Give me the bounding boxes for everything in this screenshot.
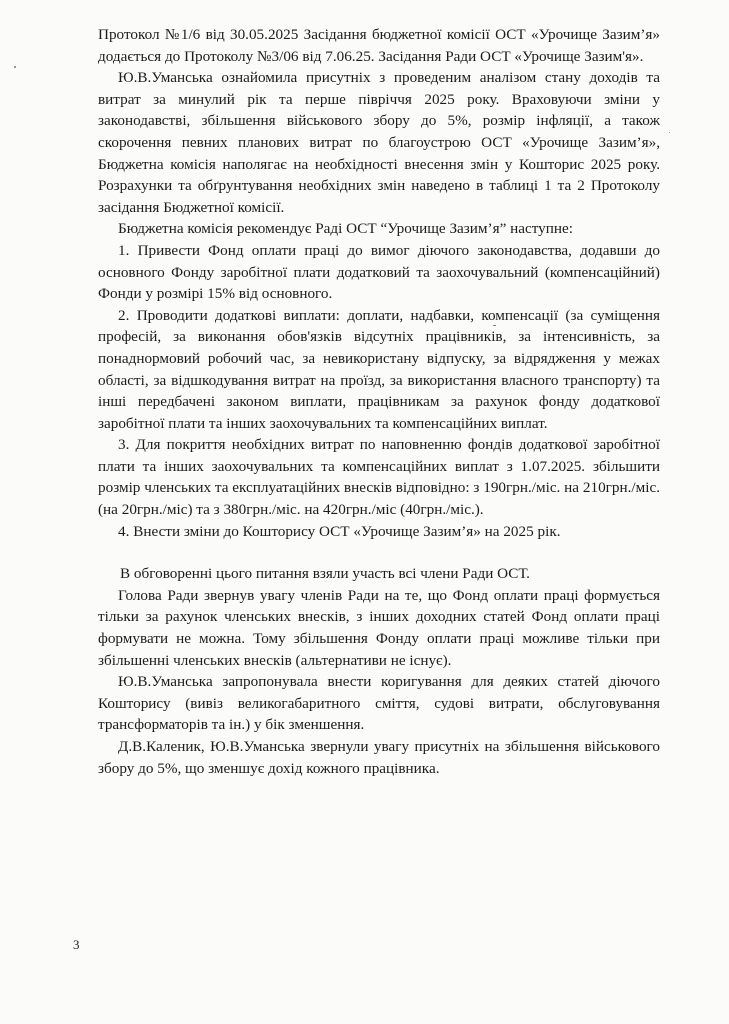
recommendation-item-3: 3. Для покриття необхідних витрат по наповненню фондів додаткової заробітної плати та інших заохочувальних та компенсаційних виплат з 1.07.2025. збільшити розмір членських та експлуатаційних внесків відповідно: з 190грн./міс. на 210грн./міс.(на 20грн./міс) та з 380грн./міс. на 420грн./міс (40грн./міс.). — [98, 436, 660, 519]
paragraph-spacer — [98, 542, 660, 563]
page-number: 3 — [73, 937, 80, 952]
paragraph-analysis: Ю.В.Уманська ознайомила присутніх з проведеним аналізом стану доходів та витрат за минулий рік та перше півріччя 2025 року. Враховуючи зміни у законодавстві, збільшення військового збору до 5%, розмір інфляції, а також скорочення певних планових витрат по благоустрою ОСТ «Урочище Зазим’я», Бюджетна комісія наполягає на необхідності внесення змін у Кошторис 2025 року. Розрахунки та обґрунтування необхідних змін наведено в таблиці 1 та 2 Протоколу засідання Бюджетної комісії. — [98, 69, 660, 216]
paragraph-protocol-reference: Протокол №1/6 від 30.05.2025 Засідання бюджетної комісії ОСТ «Урочище Зазим’я» додається до Протоколу №3/06 від 7.06.25. Засідання Ради ОСТ «Урочище Зазим'я». — [98, 26, 660, 65]
paragraph-chairman-remark: Голова Ради звернув увагу членів Ради на те, що Фонд оплати праці формується тільки за рахунок членських внесків, з інших доходних статей Фонд оплати праці формувати не можна. Тому збільшення Фонду оплати праці можливе тільки при збільшенні членських внесків (альтернативи не існує). — [98, 586, 660, 669]
document-body — [98, 24, 660, 779]
recommendation-item-1: 1. Привести Фонд оплати праці до вимог діючого законодавства, додавши до основного Фонду заробітної плати додатковий та заохочувальний (компенсаційний) Фонди у розмірі 15% від основного. — [98, 241, 660, 303]
paragraph-umanska-proposal: Ю.В.Уманська запропонувала внести коригування для деяких статей діючого Кошторису (вивіз великогабаритного сміття, судові витрати, обслуговування трансформаторів та ін.) у бік зменшення. — [98, 673, 660, 734]
paragraph-discussion: В обговоренні цього питання взяли участь всі члени Ради ОСТ. — [120, 565, 530, 583]
paragraph-military-tax-note: Д.В.Каленик, Ю.В.Уманська звернули увагу присутніх на збільшення військового збору до 5%, що зменшує дохід кожного працівника. — [98, 738, 660, 777]
scan-speck — [14, 66, 16, 68]
recommendation-item-2: 2. Проводити додаткові виплати: доплати, надбавки, компенсації (за суміщення професій, за виконання обов'язків відсутніх працівників, за інтенсивність, за понаднормовий робочий час, за невикористану відпуску, за відрядження у межах області, за відшкодування витрат на проїзд, за використання власного транспорту) та інші передбачені законом виплати, працівникам за рахунок фонду додаткової заробітної плати та інших заохочувальних та компенсаційних виплат. — [98, 306, 660, 432]
paragraph-recommendations-intro: Бюджетна комісія рекомендує Раді ОСТ “Урочище Зазим’я” наступне: — [118, 220, 573, 238]
scan-speck — [669, 132, 670, 133]
recommendation-item-4: 4. Внести зміни до Кошторису ОСТ «Урочище Зазим’я» на 2025 рік. — [118, 522, 561, 540]
